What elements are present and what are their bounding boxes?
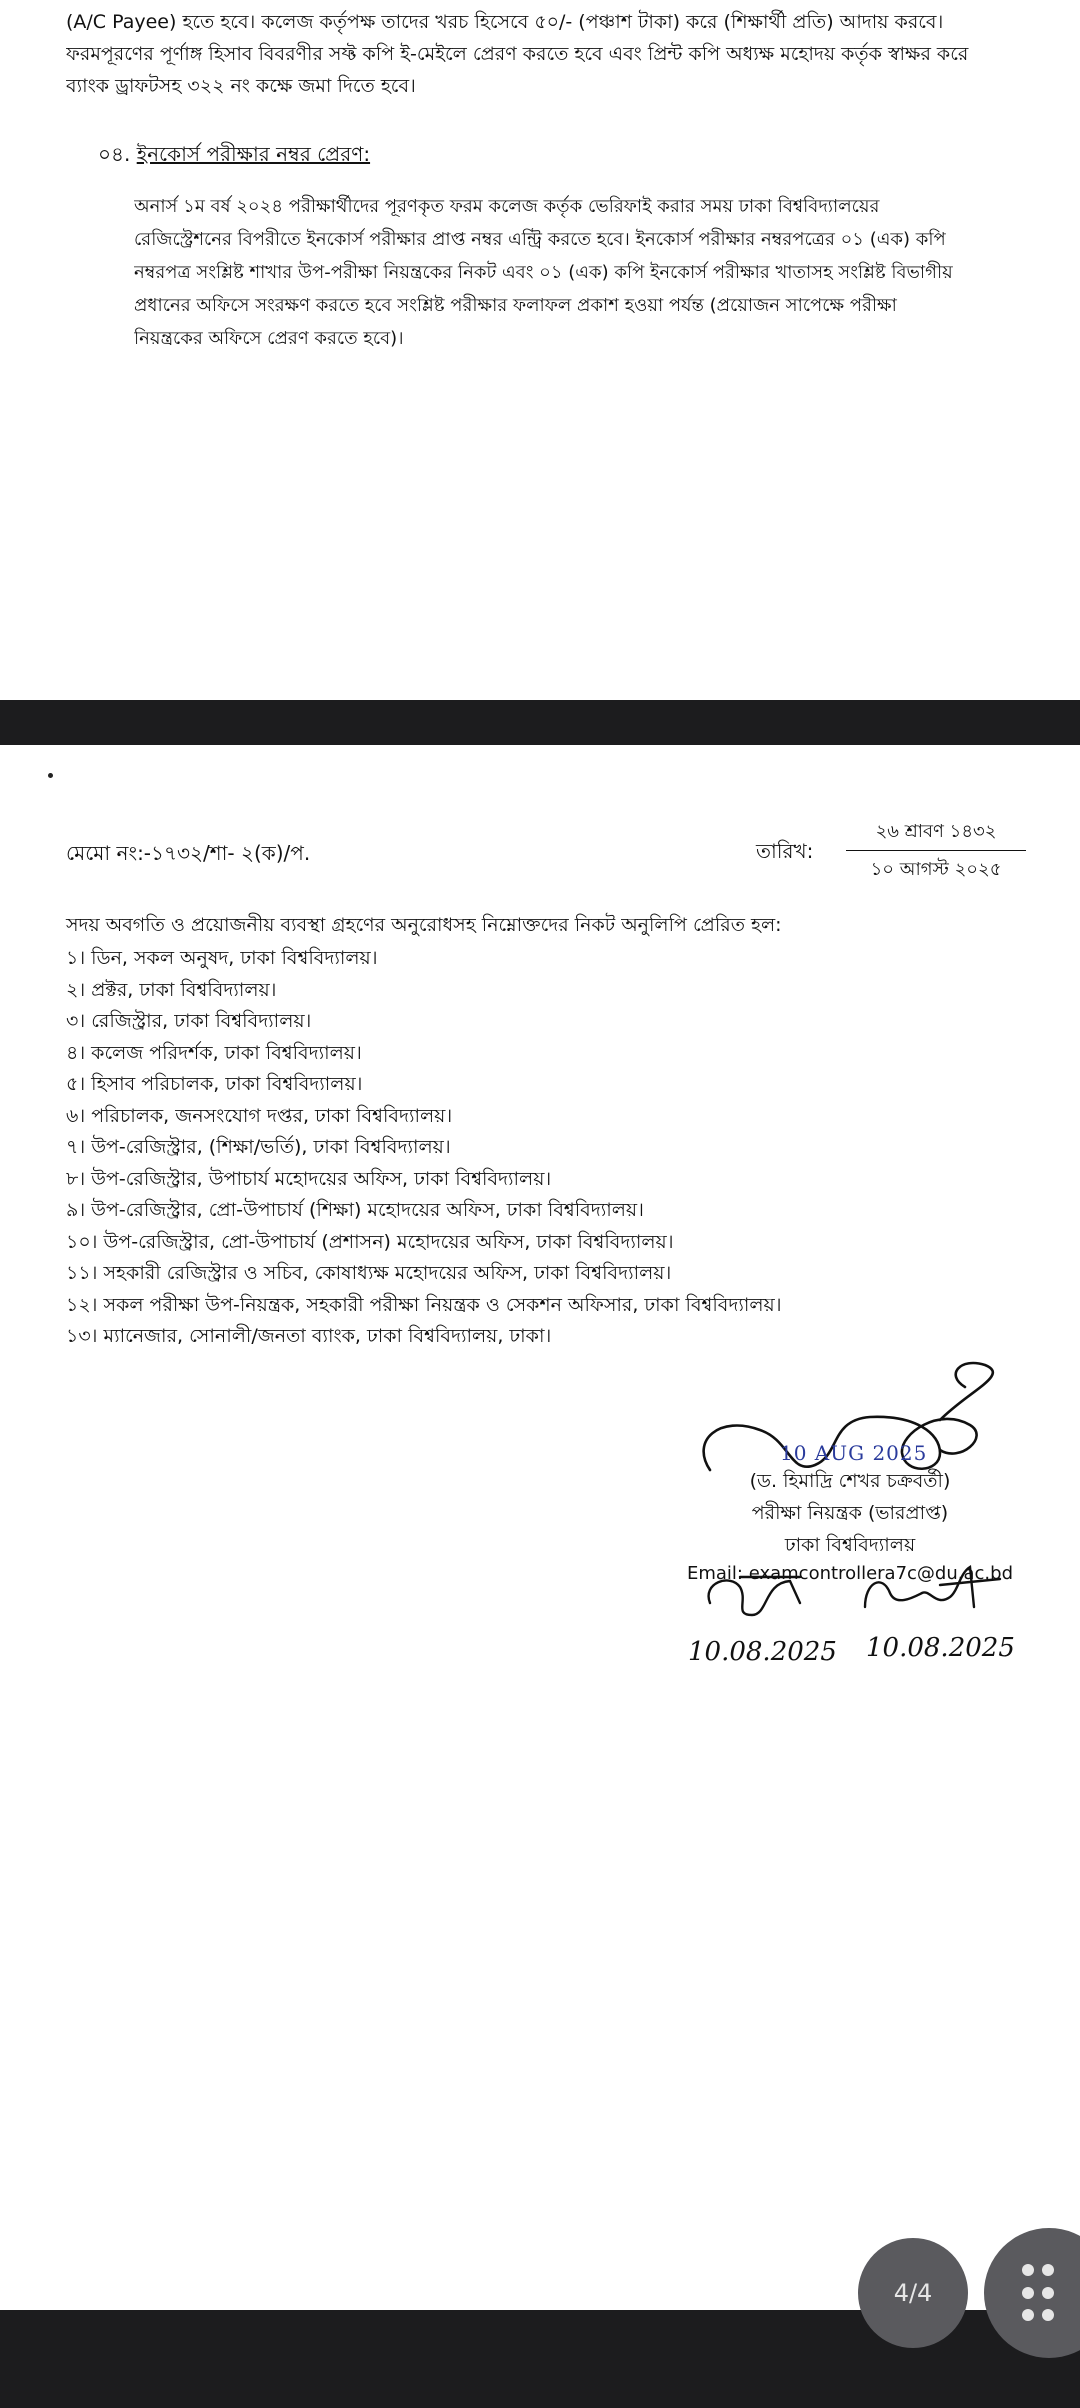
paragraph-line: ব্যাংক ড্রাফটসহ ৩২২ নং কক্ষে জমা দিতে হবে। (66, 75, 416, 97)
list-item: ৫। হিসাব পরিচালক, ঢাকা বিশ্ববিদ্যালয়। (66, 1073, 363, 1095)
grid-menu-icon (1022, 2264, 1062, 2324)
date-box (846, 817, 1026, 886)
list-item: ২। প্রক্টর, ঢাকা বিশ্ববিদ্যালয়। (66, 978, 277, 1001)
continuation-paragraph (66, 6, 1026, 102)
signature-block (640, 1345, 1060, 1685)
list-item: ৭। উপ-রেজিস্ট্রার, (শিক্ষা/ভর্তি), ঢাকা বিশ্ববিদ্যালয়। (66, 1136, 451, 1158)
date-stamp: 10 AUG 2025 (780, 1441, 928, 1465)
page-separator (0, 700, 1080, 745)
date-english: ১০ আগস্ট ২০২৫ (870, 859, 1002, 880)
section-title: ইনকোর্স পরীক্ষার নম্বর প্রেরণ: (136, 142, 371, 166)
paragraph-line: (A/C Payee) হতে হবে। কলেজ কর্তৃপক্ষ তাদের খরচ হিসেবে ৫০/- (পঞ্চাশ টাকা) করে (শিক্ষার্থী প্রতি) আদায় করবে। (66, 11, 944, 33)
list-item: ১০। উপ-রেজিস্ট্রার, প্রো-উপাচার্য (প্রশাসন) মহোদয়ের অফিস, ঢাকা বিশ্ববিদ্যালয়। (66, 1230, 674, 1253)
list-item: ১১। সহকারী রেজিস্ট্রার ও সচিব, কোষাধ্যক্ষ মহোদয়ের অফিস, ঢাকা বিশ্ববিদ্যালয়। (66, 1262, 672, 1284)
paragraph-line: নিয়ন্ত্রকের অফিসে প্রেরণ করতে হবে)। (134, 328, 404, 349)
paragraph-line: রেজিস্ট্রেশনের বিপরীতে ইনকোর্স পরীক্ষার প্রাপ্ত নম্বর এন্ট্রি করতে হবে। ইনকোর্স পরীক্ষার নম্বরপত্রের ০১ (এক) কপি (134, 229, 946, 250)
initial-date-1: 10.08.2025 (688, 1637, 837, 1667)
signatory-designation: পরীক্ষা নিয়ন্ত্রক (ভারপ্রাপ্ত) (751, 1502, 949, 1524)
list-item: ৬। পরিচালক, জনসংযোগ দপ্তর, ঢাকা বিশ্ববিদ্যালয়। (66, 1104, 453, 1127)
signatory-organization: ঢাকা বিশ্ববিদ্যালয় (784, 1534, 916, 1556)
list-item: ১৩। ম্যানেজার, সোনালী/জনতা ব্যাংক, ঢাকা বিশ্ববিদ্যালয়, ঢাকা। (66, 1325, 552, 1347)
signatory-name: (ড. হিমাদ্রি শেখর চক্রবর্তী) (749, 1470, 951, 1492)
list-item: ১। ডিন, সকল অনুষদ, ঢাকা বিশ্ববিদ্যালয়। (66, 947, 378, 969)
list-item: ৮। উপ-রেজিস্ট্রার, উপাচার্য মহোদয়ের অফিস, ঢাকা বিশ্ববিদ্যালয়। (66, 1167, 552, 1190)
paragraph-line: প্রধানের অফিসে সংরক্ষণ করতে হবে সংশ্লিষ্ট পরীক্ষার ফলাফল প্রকাশ হওয়া পর্যন্ত (প্রয়োজন সাপেক্ষে পরীক্ষা (134, 295, 897, 316)
copy-to-intro: সদয় অবগতি ও প্রয়োজনীয় ব্যবস্থা গ্রহণের অনুরোধসহ নিম্নোক্তদের নিকট অনুলিপি প্রেরিত হল: (66, 914, 782, 936)
scan-speck (48, 773, 53, 778)
paragraph-line: নম্বরপত্র সংশ্লিষ্ট শাখার উপ-পরীক্ষা নিয়ন্ত্রকের নিকট এবং ০১ (এক) কপি ইনকোর্স পরীক্ষার খাতাসহ সংশ্লিষ্ট বিভাগীয় (134, 262, 953, 283)
date-bangla: ২৬ শ্রাবণ ১৪৩২ (846, 817, 1026, 851)
document-page-4 (0, 745, 1080, 2310)
page-indicator[interactable]: 4/4 (858, 2238, 968, 2348)
section-body (134, 190, 1024, 355)
list-item: ৪। কলেজ পরিদর্শক, ঢাকা বিশ্ববিদ্যালয়। (66, 1041, 362, 1064)
list-item: ৯। উপ-রেজিস্ট্রার, প্রো-উপাচার্য (শিক্ষা) মহোদয়ের অফিস, ঢাকা বিশ্ববিদ্যালয়। (66, 1199, 644, 1221)
list-item: ১২। সকল পরীক্ষা উপ-নিয়ন্ত্রক, সহকারী পরীক্ষা নিয়ন্ত্রক ও সেকশন অফিসার, ঢাকা বিশ্ববিদ্যালয়। (66, 1293, 782, 1316)
copy-to-list (66, 943, 782, 1353)
paragraph-line: অনার্স ১ম বর্ষ ২০২৪ পরীক্ষার্থীদের পূরণকৃত ফরম কলেজ কর্তৃক ভেরিফাই করার সময় ঢাকা বিশ্ববিদ্যালয়ের (134, 196, 880, 217)
document-page-3 (0, 0, 1080, 700)
memo-number: মেমো নং:-১৭৩২/শা- ২(ক)/প. (66, 841, 311, 865)
section-heading (98, 140, 370, 173)
date-label: তারিখ: (756, 839, 814, 863)
section-number: ০৪. (98, 142, 131, 166)
initial-date-2: 10.08.2025 (866, 1633, 1015, 1663)
list-item: ৩। রেজিস্ট্রার, ঢাকা বিশ্ববিদ্যালয়। (66, 1010, 312, 1032)
paragraph-line: ফরমপূরণের পূর্ণাঙ্গ হিসাব বিবরণীর সফ্ট কপি ই-মেইলে প্রেরণ করতে হবে এবং প্রিন্ট কপি অধ্যক্ষ মহোদয় কর্তৃক স্বাক্ষর করে (66, 43, 969, 65)
signatory-email: Email: examcontrollera7c@du.ac.bd (686, 1563, 1013, 1584)
